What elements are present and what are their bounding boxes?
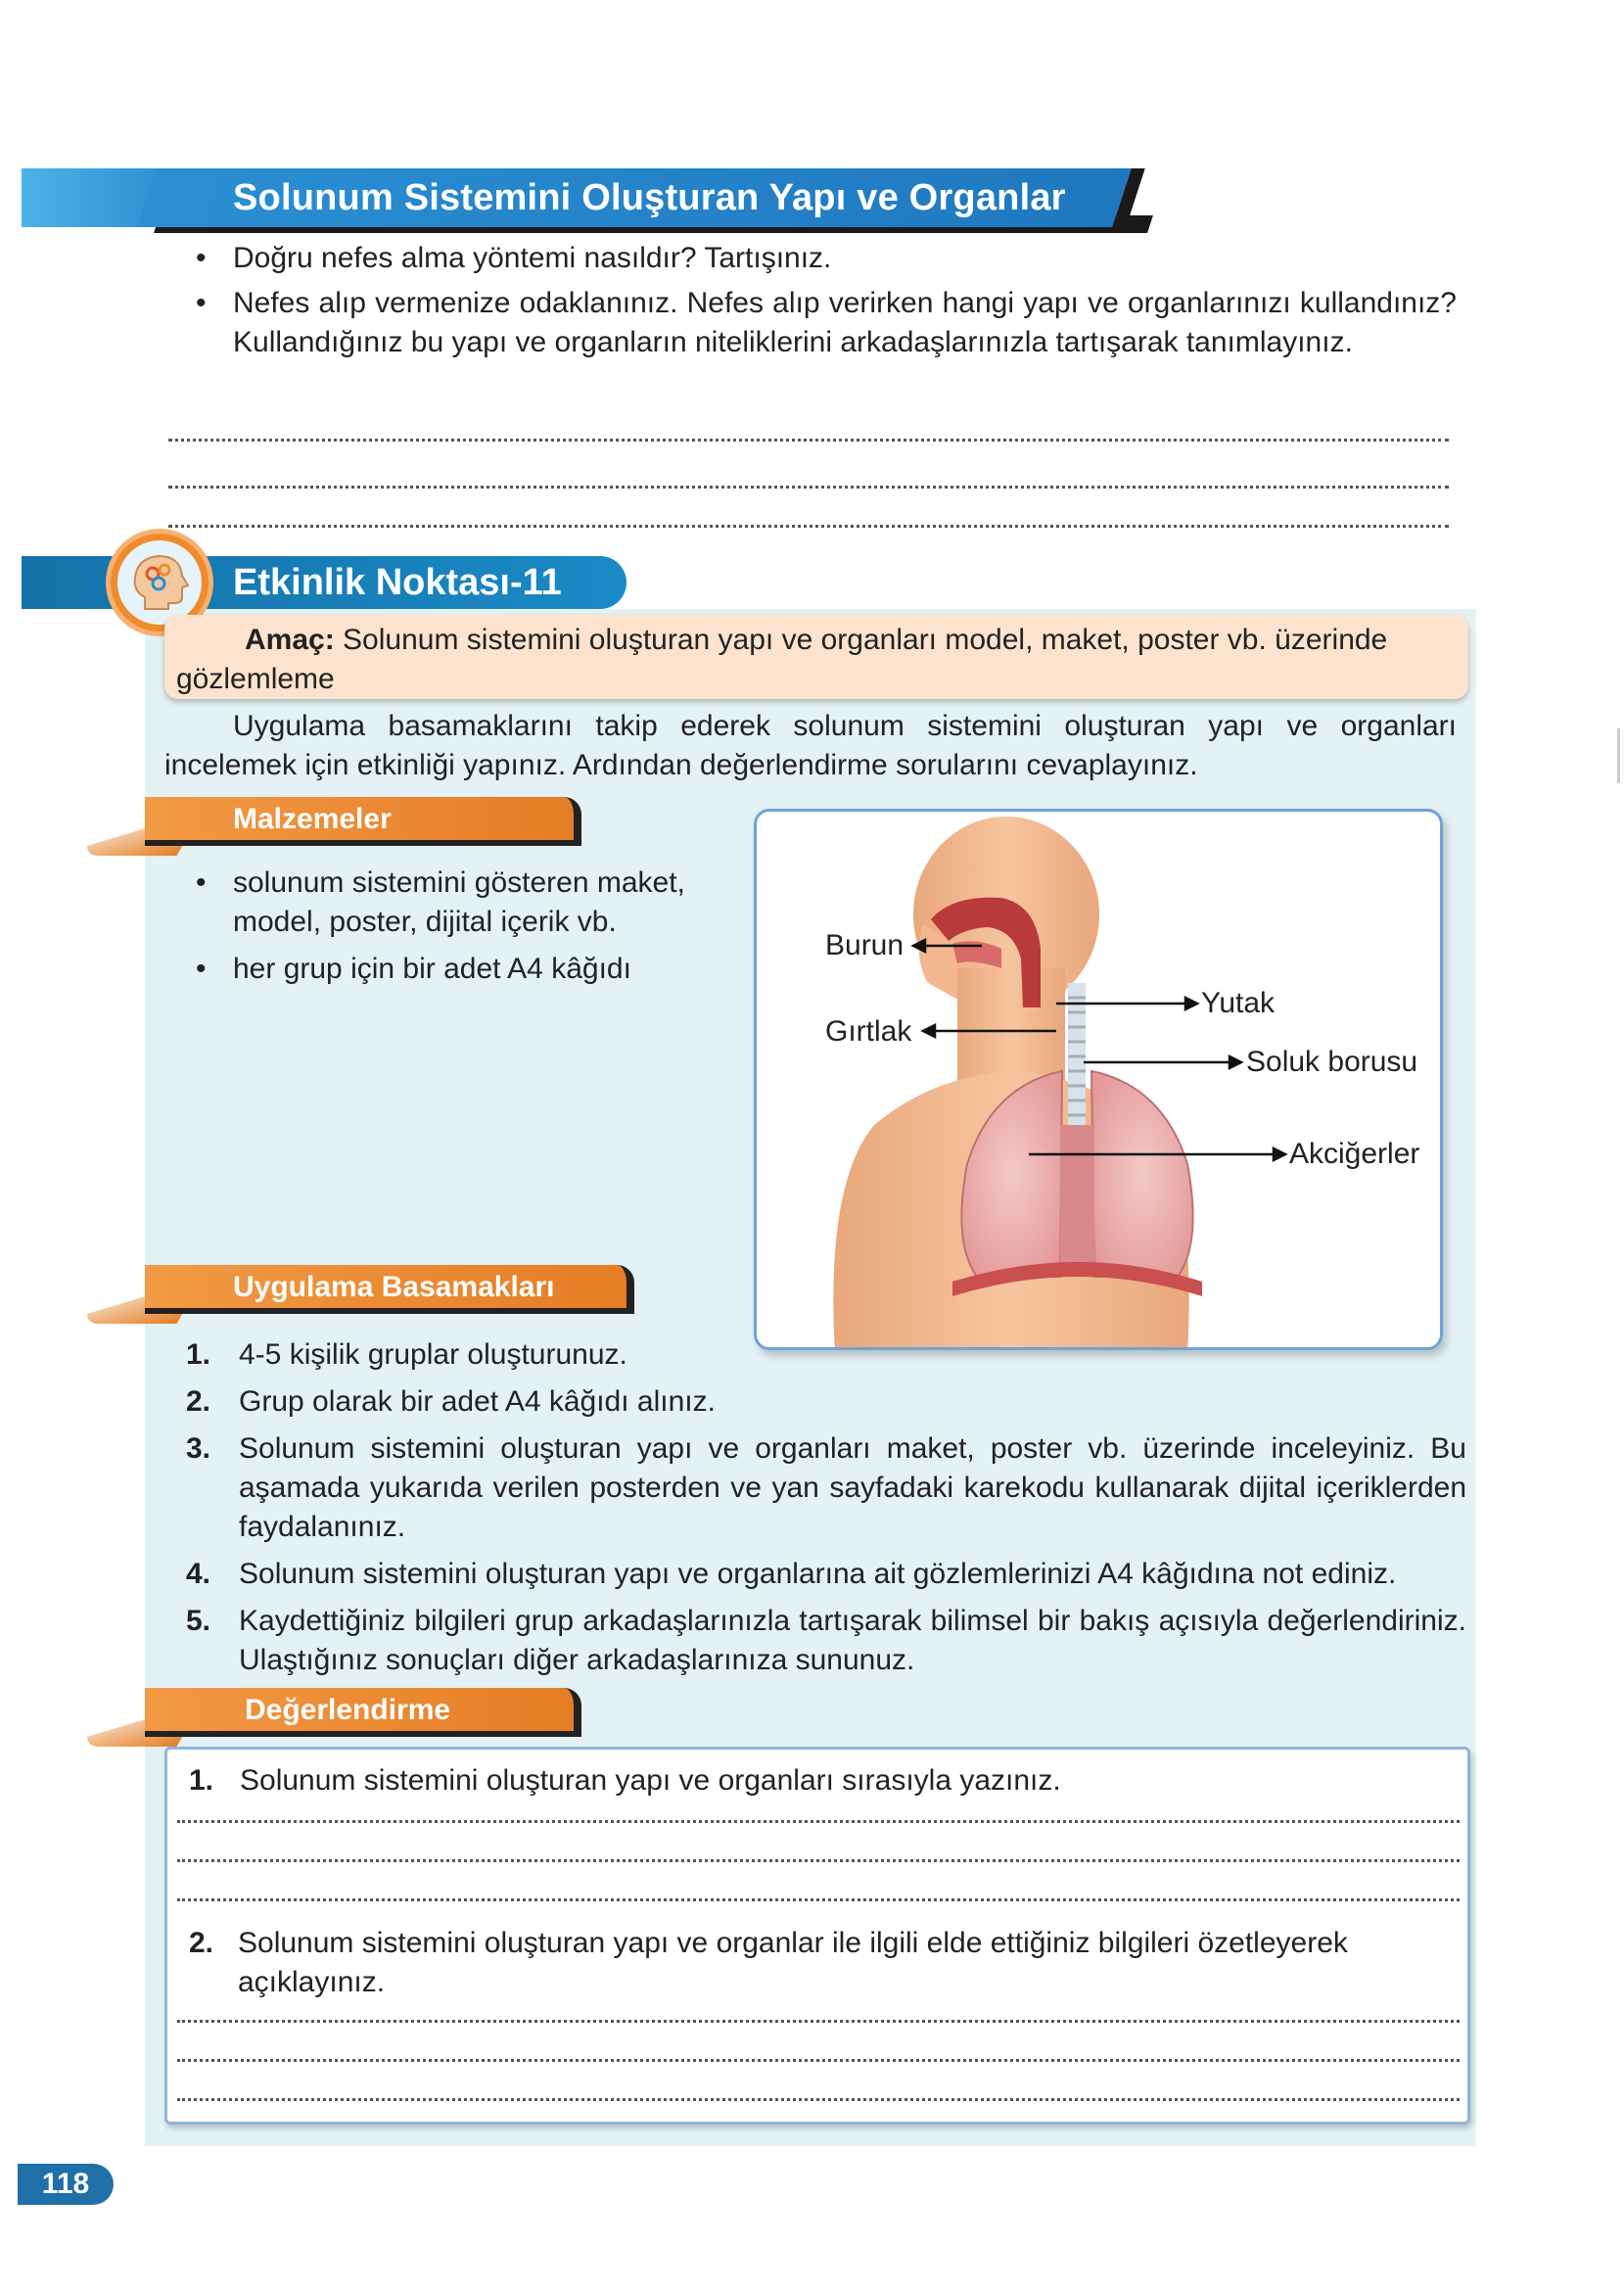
respiratory-system-figure [754,809,1443,1350]
aim-text: Solunum sistemini oluşturan yapı ve organları model, maket, poster vb. üzerinde gözlemleme [176,624,1388,695]
evaluation-question [189,1761,1452,1800]
step-text: Solunum sistemini oluşturan yapı ve organlarına ait gözlemlerinizi A4 kâğıdına not ediniz. [239,1558,1397,1590]
steps-heading: Uygulama Basamakları [145,1265,634,1314]
step-number: 5. [186,1605,211,1637]
answer-line [177,2020,1460,2023]
step-item [186,1555,1466,1594]
activity-title: Etkinlik Noktası-11 [233,562,562,603]
figure-label-burun: Burun [825,929,905,961]
aim-box [164,615,1468,699]
question-text: Solunum sistemini oluşturan yapı ve organlar ile ilgili elde ettiğiniz bilgileri özetleyerek açıklayınız. [238,1927,1348,1998]
section-question: • Doğru nefes alma yöntemi nasıldır? Tartışınız. [196,239,1457,278]
figure-label-akcigerler: Akciğerler [1289,1138,1420,1170]
aim-label: Amaç: [245,624,335,656]
figure-label-yutak: Yutak [1201,987,1276,1019]
step-number: 1. [186,1338,211,1371]
step-item [186,1429,1466,1547]
question-number: 1. [189,1764,214,1797]
step-text: Kaydettiğiniz bilgileri grup arkadaşlarınızla tartışarak bilimsel bir bakış açısıyla değerlendiriniz. Ulaştığınız sonuçları diğer arkadaşlarınıza sununuz. [239,1605,1466,1676]
section-question: • Nefes alıp vermenize odaklanınız. Nefes alıp verirken hangi yapı ve organlarınızı kullandınız? Kullandığınız bu yapı ve organların niteliklerini arkadaşlarınızla tartışarak tanımlayınız. [196,284,1457,362]
step-item [186,1602,1466,1680]
materials-item: • solunum sistemini gösteren maket, model, poster, dijital içerik vb. [196,864,744,942]
evaluation-box [164,1747,1470,2125]
answer-line [177,1859,1460,1862]
answer-line [177,1820,1460,1823]
materials-heading: Malzemeler [145,797,581,846]
figure-label-girtlak: Gırtlak [825,1015,912,1048]
materials-list [196,864,744,997]
answer-line [168,486,1449,489]
page-number: 118 [18,2164,114,2205]
step-text: Solunum sistemini oluşturan yapı ve organları maket, poster vb. üzerinde inceleyiniz. Bu aşamada yukarıda verilen posterden ve yan sayfadaki karekodu kullanarak dijital içeriklerden faydalanınız. [239,1432,1466,1543]
materials-item: • her grup için bir adet A4 kâğıdı [196,950,744,989]
respiratory-diagram [757,812,1443,1350]
answer-line [177,2059,1460,2062]
step-item [186,1382,1466,1422]
section-title: Solunum Sistemini Oluşturan Yapı ve Organlar [233,177,1066,218]
activity-intro: Uygulama basamaklarını takip ederek solunum sistemini oluşturan yapı ve organları incelemek için etkinliği yapınız. Ardından değerlendirme sorularını cevaplayınız. [164,710,1457,781]
step-item [186,1335,1466,1375]
evaluation-heading: Değerlendirme [145,1688,581,1737]
question-number: 2. [189,1927,214,1959]
answer-line [177,2098,1460,2101]
step-text: Grup olarak bir adet A4 kâğıdı alınız. [239,1385,716,1418]
step-number: 3. [186,1432,211,1465]
answer-line [168,439,1449,442]
step-text: 4-5 kişilik gruplar oluşturunuz. [239,1338,627,1371]
step-number: 2. [186,1385,211,1418]
answer-line [168,525,1449,528]
edge-mark [1617,728,1620,783]
step-number: 4. [186,1558,211,1590]
section-questions [196,239,1457,368]
steps-list [186,1335,1466,1688]
figure-label-soluk-borusu: Soluk borusu [1246,1046,1418,1078]
answer-line [177,1898,1460,1901]
question-text: Solunum sistemini oluşturan yapı ve organları sırasıyla yazınız. [240,1764,1061,1797]
evaluation-question [189,1924,1462,2002]
